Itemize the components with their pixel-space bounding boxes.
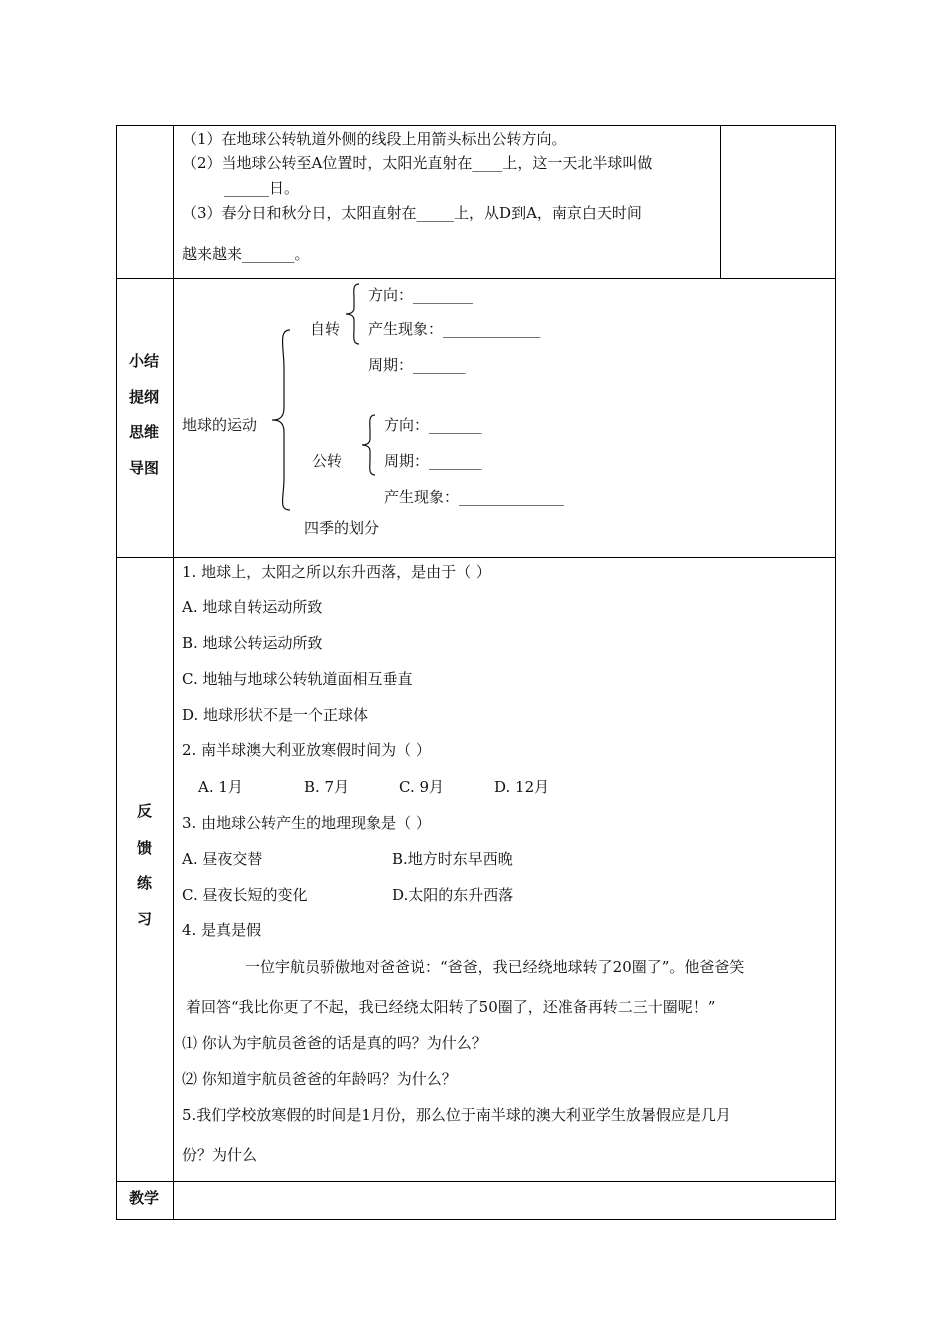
row1-question-1: （1）在地球公转轨道外侧的线段上用箭头标出公转方向。 bbox=[182, 130, 567, 148]
summary-label-2: 提纲 bbox=[129, 388, 160, 406]
row1-bottom-border bbox=[116, 278, 836, 279]
practice-q1: 1. 地球上，太阳之所以东升西落，是由于（ ） bbox=[182, 563, 491, 581]
practice-q2-option-a: A. 1月 bbox=[198, 778, 243, 796]
row1-inner-right-divider bbox=[720, 125, 721, 278]
practice-q5-line-2: 份？为什么 bbox=[182, 1146, 258, 1164]
practice-label-4: 习 bbox=[137, 910, 153, 928]
practice-q3-option-d: D.太阳的东升西落 bbox=[392, 886, 514, 904]
mindmap-rotation-brace bbox=[344, 282, 362, 346]
mindmap-rotation: 自转 bbox=[310, 320, 341, 338]
row3-bottom-border bbox=[116, 1181, 836, 1182]
label-column-divider bbox=[173, 125, 174, 1220]
mindmap-rotation-period: 周期：_______ bbox=[368, 356, 466, 374]
table-bottom-border bbox=[116, 1219, 836, 1220]
practice-q4-sub-1: ⑴ 你认为宇航员爸爸的话是真的吗？为什么？ bbox=[182, 1034, 487, 1052]
practice-q1-option-a: A. 地球自转运动所致 bbox=[182, 598, 323, 616]
practice-q4-sub-2: ⑵ 你知道宇航员爸爸的年龄吗？为什么？ bbox=[182, 1070, 457, 1088]
practice-label-1: 反 bbox=[137, 802, 153, 820]
mindmap-revolution-direction: 方向：_______ bbox=[384, 416, 482, 434]
teaching-label: 教学 bbox=[129, 1189, 160, 1207]
row1-question-3b: 越来越来_______。 bbox=[182, 245, 310, 263]
mindmap-root: 地球的运动 bbox=[182, 416, 258, 434]
mindmap-rotation-phenomenon: 产生现象：_____________ bbox=[368, 320, 541, 338]
practice-q4-paragraph-2: 着回答“我比你更了不起，我已经绕太阳转了50圈了，还准备再转二三十圈呢！” bbox=[186, 998, 716, 1016]
practice-label-3: 练 bbox=[137, 874, 153, 892]
row1-question-2a: （2）当地球公转至A位置时，太阳光直射在____上，这一天北半球叫做 bbox=[182, 154, 653, 172]
mindmap-root-brace bbox=[270, 328, 294, 512]
practice-q4: 4. 是真是假 bbox=[182, 921, 262, 939]
mindmap-revolution: 公转 bbox=[312, 452, 343, 470]
practice-q3-option-c: C. 昼夜长短的变化 bbox=[182, 886, 308, 904]
practice-q2-option-d: D. 12月 bbox=[494, 778, 550, 796]
table-right-border bbox=[835, 125, 836, 1220]
practice-q1-option-c: C. 地轴与地球公转轨道面相互垂直 bbox=[182, 670, 413, 688]
row1-question-3a: （3）春分日和秋分日，太阳直射在_____上，从D到A，南京白天时间 bbox=[182, 204, 642, 222]
practice-q2-option-c: C. 9月 bbox=[399, 778, 445, 796]
practice-q5-line-1: 5.我们学校放寒假的时间是1月份，那么位于南半球的澳大利亚学生放暑假应是几月 bbox=[182, 1106, 731, 1124]
practice-q2-option-b: B. 7月 bbox=[304, 778, 350, 796]
mindmap-revolution-phenomenon: 产生现象：______________ bbox=[384, 488, 565, 506]
practice-q4-paragraph-1: 一位宇航员骄傲地对爸爸说：“爸爸，我已经绕地球转了20圈了”。他爸爸笑 bbox=[245, 958, 745, 976]
summary-label-3: 思维 bbox=[129, 423, 160, 441]
mindmap-rotation-direction: 方向：________ bbox=[368, 286, 474, 304]
summary-label-1: 小结 bbox=[129, 352, 160, 370]
row1-question-2b: ______日。 bbox=[224, 179, 300, 197]
practice-label-2: 馈 bbox=[137, 839, 153, 857]
table-top-border bbox=[116, 125, 836, 126]
row2-bottom-border bbox=[116, 557, 836, 558]
mindmap-seasons: 四季的划分 bbox=[304, 519, 380, 537]
mindmap-revolution-period: 周期：_______ bbox=[384, 452, 482, 470]
practice-q3: 3. 由地球公转产生的地理现象是（ ） bbox=[182, 814, 431, 832]
practice-q3-option-a: A. 昼夜交替 bbox=[182, 850, 263, 868]
summary-label-4: 导图 bbox=[129, 459, 160, 477]
practice-q1-option-d: D. 地球形状不是一个正球体 bbox=[182, 706, 369, 724]
practice-q3-option-b: B.地方时东早西晚 bbox=[392, 850, 513, 868]
practice-q1-option-b: B. 地球公转运动所致 bbox=[182, 634, 323, 652]
mindmap-revolution-brace bbox=[360, 413, 378, 477]
table-left-border bbox=[116, 125, 117, 1220]
practice-q2: 2. 南半球澳大利亚放寒假时间为（ ） bbox=[182, 741, 431, 759]
